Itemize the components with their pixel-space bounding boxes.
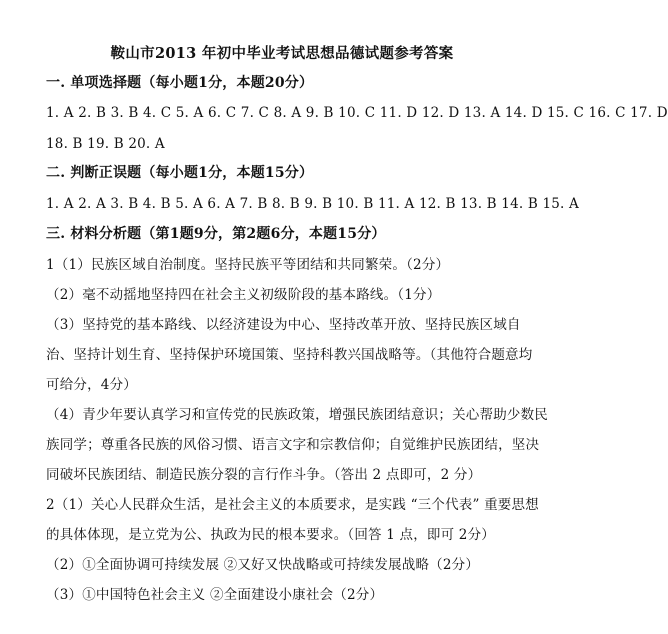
q1-line: （3）坚持党的基本路线、以经济建设为中心、坚持改革开放、坚持民族区域自 bbox=[46, 317, 521, 333]
document-title: 鞍山市2013 年初中毕业考试思想品德试题参考答案 bbox=[110, 45, 454, 62]
section2-answers-line1: 1. A 2. A 3. B 4. B 5. A 6. A 7. B 8. B 9. B 10. B 11. A 12. B 13. B 14. B 15. A bbox=[46, 196, 579, 212]
q1-line: 同破坏民族团结、制造民族分裂的言行作斗争。（答出 2 点即可，2 分） bbox=[46, 467, 482, 483]
q1-line: （2）毫不动摇地坚持四在社会主义初级阶段的基本路线。（1分） bbox=[46, 287, 441, 303]
q1-line: 治、坚持计划生育、坚持保护环境国策、坚持科教兴国战略等。（其他符合题意均 bbox=[46, 347, 533, 363]
q1-line: 1（1）民族区域自治制度。坚持民族平等团结和共同繁荣。（2分） bbox=[46, 257, 450, 273]
q1-line: 族同学；尊重各民族的风俗习惯、语言文字和宗教信仰；自觉维护民族团结，坚决 bbox=[46, 437, 540, 453]
q1-line: 可给分，4分） bbox=[46, 377, 137, 393]
section3-heading: 三. 材料分析题（第1题9分，第2题6分，本题15分） bbox=[46, 226, 386, 242]
q2-line: （2）①全面协调可持续发展 ②又好又快战略或可持续发展战略（2分） bbox=[46, 557, 480, 573]
q2-line: （3）①中国特色社会主义 ②全面建设小康社会（2分） bbox=[46, 587, 384, 603]
section2-heading: 二. 判断正误题（每小题1分，本题15分） bbox=[46, 165, 314, 181]
q1-line: （4）青少年要认真学习和宣传党的民族政策，增强民族团结意识；关心帮助少数民 bbox=[46, 407, 548, 423]
q2-line: 2（1）关心人民群众生活，是社会主义的本质要求，是实践 “三个代表” 重要思想 bbox=[46, 497, 539, 513]
section1-heading: 一. 单项选择题（每小题1分，本题20分） bbox=[46, 75, 314, 91]
q2-line: 的具体体现，是立党为公、执政为民的根本要求。（回答 1 点，即可 2分） bbox=[46, 527, 496, 543]
section1-answers-line1: 1. A 2. B 3. B 4. C 5. A 6. C 7. C 8. A 9. B 10. C 11. D 12. D 13. A 14. D 15. C 16. C 17. D bbox=[46, 105, 668, 121]
section1-answers-line2: 18. B 19. B 20. A bbox=[46, 136, 165, 152]
